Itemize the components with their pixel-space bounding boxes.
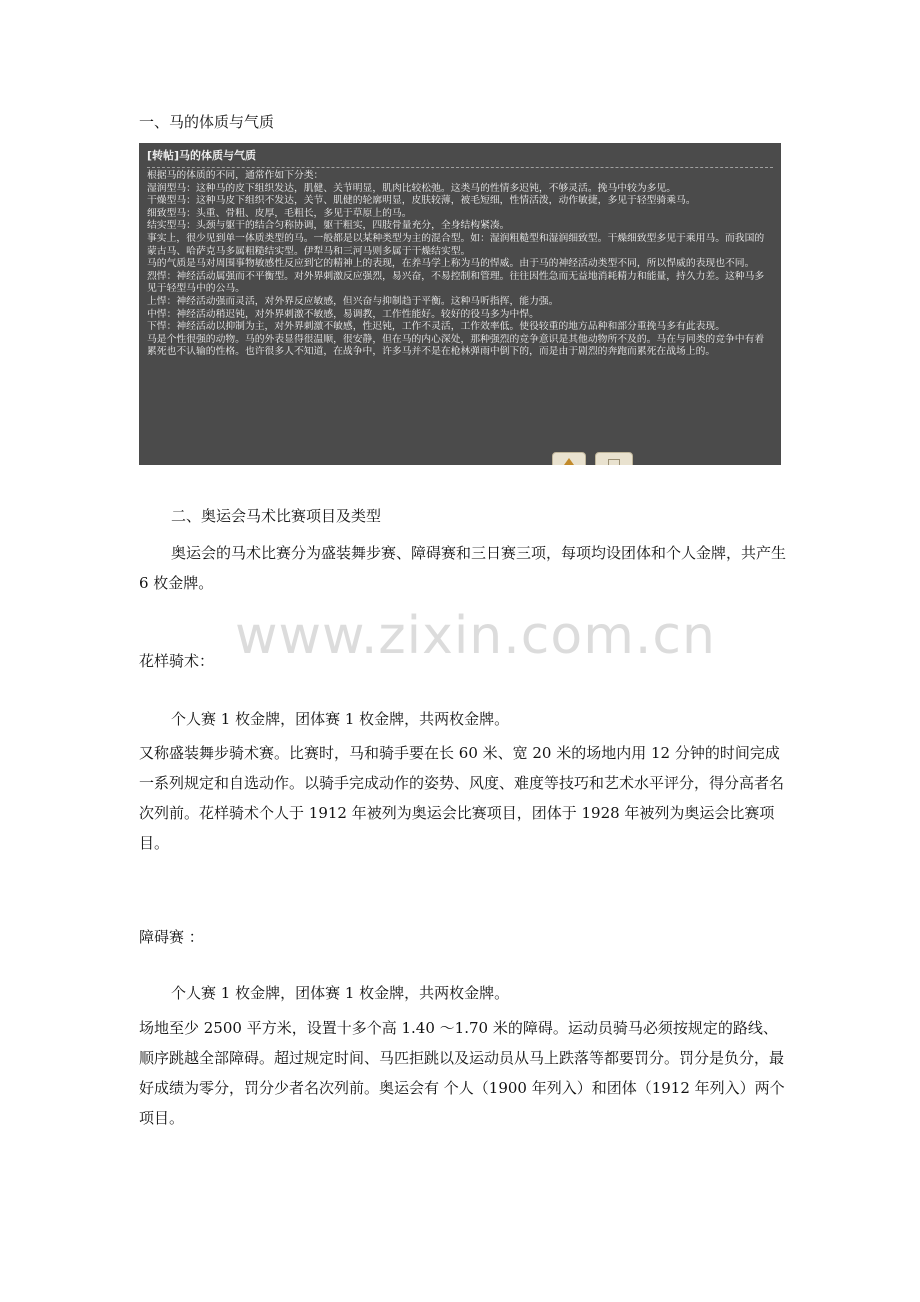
panel-title: [转帖]马的体质与气质 — [147, 149, 257, 162]
panel-paragraph: 事实上，很少见到单一体质类型的马。一般都是以某种类型为主的混合型。如：湿润粗糙型和湿润细致型。干燥细致型多见于乘用马。而我国的蒙古马、哈萨克马多属粗糙结实型。伊犁马和三河马则多属于干燥结实型。 — [147, 232, 765, 257]
jumping-description: 场地至少 2500 平方米，设置十多个高 1.40 ～1.70 米的障碍。运动员骑马必须按规定的路线、顺序跳越全部障碍。超过规定时间、马匹拒跳以及运动员从马上跌落等都要罚分。罚分是负分，最好成绩为零分，罚分少者名次列前。奥运会有 个人（1900 年列入）和团体（1912 年列入）两个项目。 — [139, 1019, 785, 1127]
panel-paragraph: 细致型马：头重、骨粗、皮厚，毛粗长，多见于草原上的马。 — [147, 207, 412, 219]
forum-post-screenshot — [139, 143, 781, 465]
panel-paragraph: 下悍：神经活动以抑制为主，对外界刺激不敏感，性迟钝，工作不灵活，工作效率低。使役较重的地方品种和部分重挽马多有此表现。 — [147, 321, 726, 333]
panel-divider — [147, 167, 773, 168]
panel-paragraph: 马的气质是马对周围事物敏感性反应到它的精神上的表现，在养马学上称为马的悍威。由于马的神经活动类型不同，所以悍威的表现也不同。 — [147, 258, 755, 270]
dressage-medals: 个人赛 1 枚金牌，团体赛 1 枚金牌，共两枚金牌。 — [171, 710, 510, 728]
panel-paragraph: 中悍：神经活动稍迟钝，对外界刺激不敏感，易调教，工作性能好。较好的役马多为中悍。 — [147, 308, 539, 320]
dressage-heading: 花样骑术： — [139, 652, 215, 670]
section-1-title: 一、马的体质与气质 — [139, 113, 275, 131]
window-icon[interactable] — [595, 452, 633, 465]
panel-paragraph: 结实型马：头颈与躯干的结合匀称协调，躯干粗实，四肢骨量充分，全身结构紧凑。 — [147, 220, 510, 232]
panel-paragraph: 上悍：神经活动强而灵活，对外界反应敏感，但兴奋与抑制趋于平衡。这种马听指挥，能力强。 — [147, 295, 559, 307]
section-2-title: 二、奥运会马术比赛项目及类型 — [171, 507, 382, 525]
panel-body — [147, 170, 771, 359]
panel-paragraph: 湿润型马：这种马的皮下组织发达，肌健、关节明显，肌肉比较松弛。这类马的性情多迟钝，不够灵活。挽马中较为多见。 — [147, 182, 677, 194]
jumping-heading: 障碍赛 ： — [139, 928, 204, 946]
watermark: www.zixin.com.cn — [235, 606, 716, 666]
panel-paragraph: 马是个性很强的动物。马的外表显得很温顺，很安静，但在马的内心深处，那种强烈的竞争意识是其他动物所不及的。马在与同类的竞争中有着累死也不认输的性格。也许很多人不知道，在战争中，许多马并不是在枪林弹雨中倒下的，而是由于剧烈的奔跑而累死在战场上的。 — [147, 333, 765, 358]
dressage-description: 又称盛装舞步骑术赛。比赛时，马和骑手要在长 60 米、宽 20 米的场地内用 12 分钟的时间完成一系列规定和自选动作。以骑手完成动作的姿势、风度、难度等技巧和艺术水平评分，得分高者名次列前。花样骑术个人于 1912 年被列为奥运会比赛项目，团体于 1928 年被列为奥运会比赛项目。 — [139, 744, 785, 852]
panel-paragraph: 根据马的体质的不同，通常作如下分类： — [147, 170, 324, 181]
jumping-medals: 个人赛 1 枚金牌，团体赛 1 枚金牌，共两枚金牌。 — [171, 984, 510, 1002]
panel-paragraph: 烈悍：神经活动属强而不平衡型。对外界刺激反应强烈，易兴奋，不易控制和管理。往往因性急而无益地消耗精力和能量，持久力差。这种马多见于轻型马中的公马。 — [147, 270, 765, 295]
section-2-intro: 奥运会的马术比赛分为盛装舞步赛、障碍赛和三日赛三项，每项均设团体和个人金牌，共产生 6 枚金牌。 — [139, 544, 787, 592]
scroll-up-icon[interactable] — [552, 452, 586, 465]
panel-paragraph: 干燥型马：这种马皮下组织不发达，关节、肌健的轮廓明显，皮肤较薄，被毛短细，性情活泼，动作敏捷，多见于轻型骑乘马。 — [147, 195, 696, 207]
